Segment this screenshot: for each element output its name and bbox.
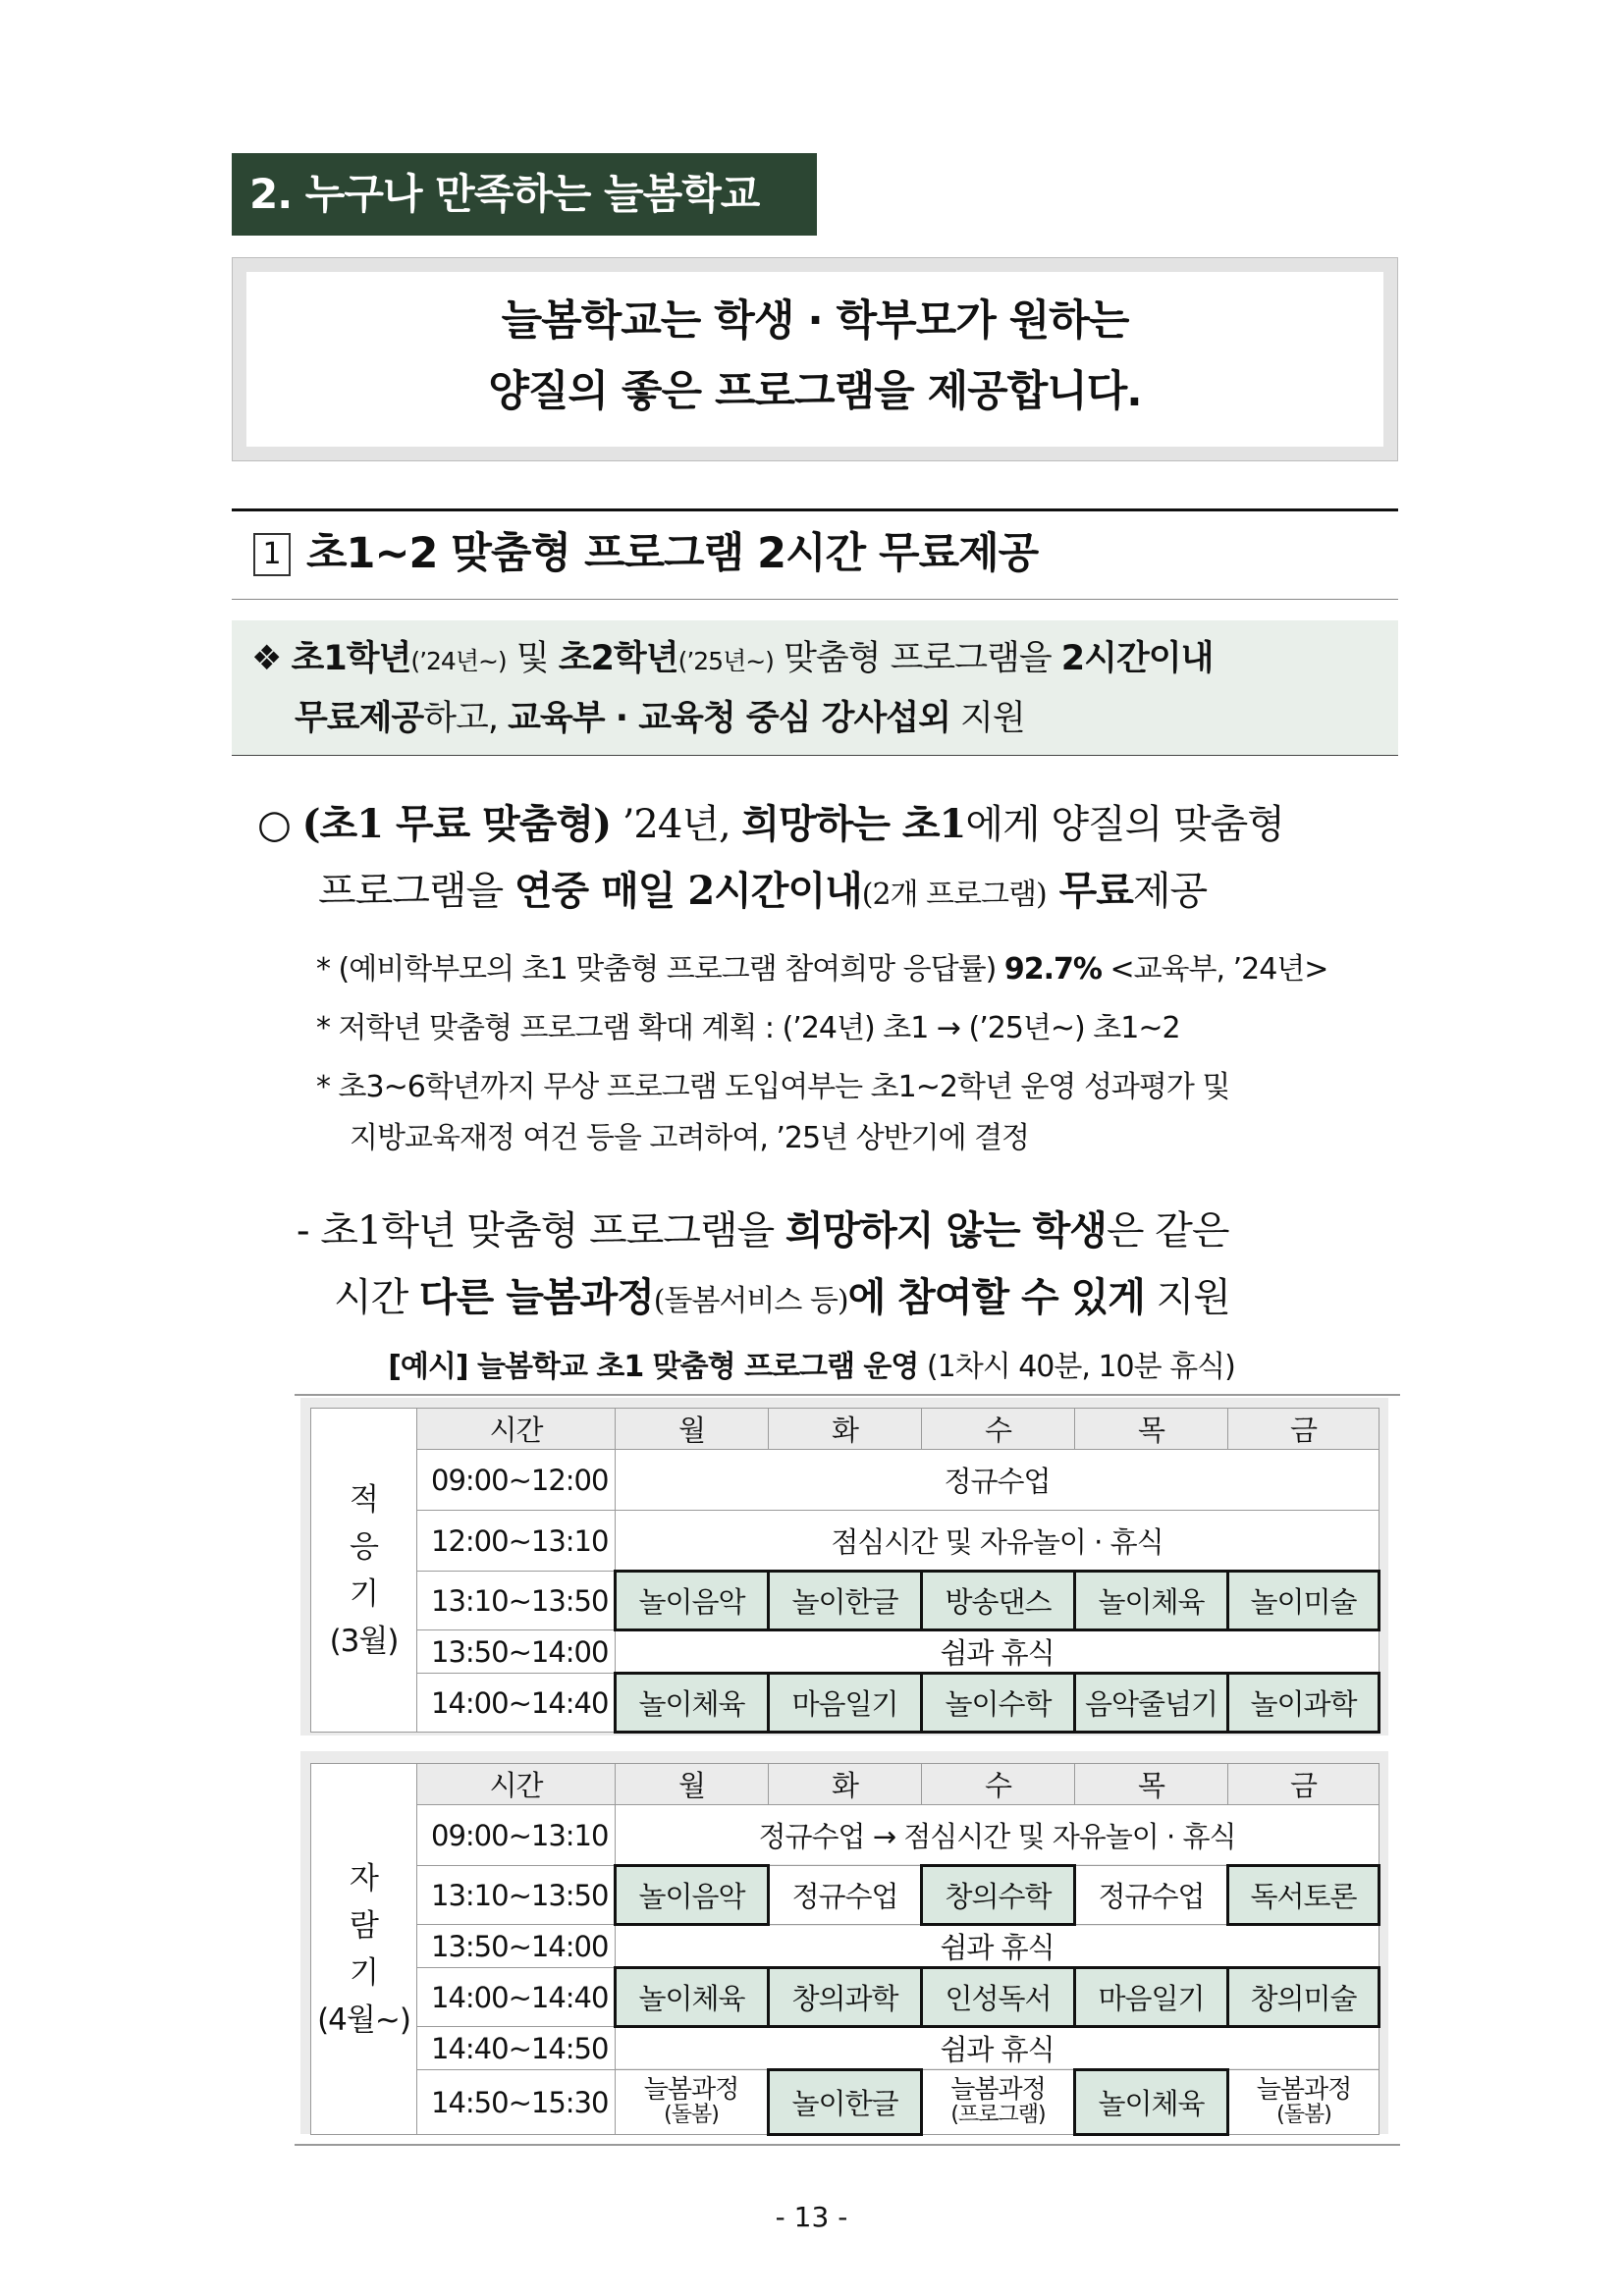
- table-caption: [0, 1345, 1623, 1390]
- table1-row3-fri: 놀이미술: [1228, 1572, 1380, 1630]
- table1-period-char-1: 적: [350, 1481, 378, 1518]
- summary-hours: 2시간이내: [1060, 639, 1214, 678]
- table1-row3-tue: 놀이한글: [769, 1572, 922, 1630]
- para2-care-service: (돌봄서비스 등): [653, 1284, 848, 1318]
- para2-students: 희망하지 않는 학생: [784, 1207, 1107, 1254]
- table2-row6-wed-type: (프로그램): [950, 2102, 1046, 2127]
- table1-row3-mon: 놀이음악: [616, 1572, 769, 1630]
- summary-instructors: 교육부 · 교육청 중심 강사섭외: [508, 699, 950, 738]
- table2-row3-break: 쉼과 휴식: [616, 1925, 1380, 1968]
- table1-header-tue: 화: [769, 1409, 922, 1450]
- para1-target: 희망하는 초1: [741, 801, 966, 847]
- circle-bullet-icon: ○: [257, 802, 291, 847]
- intro-line-1: 늘봄학교는 학생 · 학부모가 원하는: [501, 296, 1129, 346]
- table1-row3-wed: 방송댄스: [922, 1572, 1075, 1630]
- table1-row2-lunch: 점심시간 및 자유놀이 · 휴식: [616, 1511, 1380, 1572]
- subsection-top-rule: [232, 508, 1398, 511]
- table1-header-mon: 월: [616, 1409, 769, 1450]
- table1-row4-time: 13:50~14:00: [417, 1630, 616, 1674]
- para1-daily: 연중 매일 2시간이내: [514, 868, 862, 914]
- intro-box: [232, 257, 1398, 461]
- table2-row2-time: 13:10~13:50: [417, 1866, 616, 1925]
- table2-row2-fri: 독서토론: [1228, 1866, 1380, 1925]
- para1-line-1: [257, 791, 1284, 858]
- table2-row2-wed: 창의수학: [922, 1866, 1075, 1925]
- summary-free: 무료제공: [295, 699, 424, 738]
- table2-header-wed: 수: [922, 1764, 1075, 1805]
- table1-row1-regular: 정규수업: [616, 1450, 1380, 1511]
- table1-row5-time: 14:00~14:40: [417, 1674, 616, 1733]
- para1-free: 무료: [1046, 868, 1133, 914]
- table2-row4-tue: 창의과학: [769, 1968, 922, 2027]
- note-1: [316, 944, 1327, 995]
- table2-row4-fri: 창의미술: [1228, 1968, 1380, 2027]
- table2-header-fri: 금: [1228, 1764, 1380, 1805]
- table2-row6-mon-type: (돌봄): [664, 2102, 719, 2127]
- para2-time: 시간: [334, 1275, 419, 1320]
- subsection-bottom-rule: [232, 599, 1398, 600]
- para2-text-1: 초1학년 맞춤형 프로그램을: [308, 1208, 785, 1254]
- summary-and: 및: [506, 639, 559, 678]
- table1-row5-thu: 음악줄넘기: [1075, 1674, 1228, 1733]
- table2-period-char-1: 자: [350, 1860, 378, 1896]
- para2-participate: 에 참여할 수 있게: [847, 1274, 1145, 1320]
- table1-row2-time: 12:00~13:10: [417, 1511, 616, 1572]
- note-1-text: * (예비학부모의 초1 맞춤형 프로그램 참여희망 응답률): [316, 952, 1004, 987]
- table2-row6-fri: [1228, 2070, 1380, 2135]
- table2-row6-fri-type: (돌봄): [1276, 2102, 1331, 2127]
- summary-grade1: 초1학년: [291, 639, 411, 678]
- table2-row4-thu: 마음일기: [1075, 1968, 1228, 2027]
- table2-row6-tue: 놀이한글: [769, 2070, 922, 2135]
- intro-line-2: 양질의 좋은 프로그램을 제공합니다.: [488, 367, 1142, 416]
- para2-support: 지원: [1144, 1275, 1230, 1320]
- para2-other-course: 다른 늘봄과정: [419, 1274, 654, 1320]
- table2-row6-thu: 놀이체육: [1075, 2070, 1228, 2135]
- para1-text: 에게 양질의 맞춤형: [965, 802, 1284, 847]
- table2-period-char-3: 기: [350, 1954, 378, 1991]
- schedule-table-adaptation: [310, 1408, 1380, 1734]
- table2-row4-mon: 놀이체육: [616, 1968, 769, 2027]
- dash-bullet-icon: -: [297, 1208, 309, 1254]
- table1-row1-time: 09:00~12:00: [417, 1450, 616, 1511]
- table2-row5-time: 14:40~14:50: [417, 2027, 616, 2070]
- table1-header-fri: 금: [1228, 1409, 1380, 1450]
- para2-line-1: [297, 1198, 1229, 1264]
- table2-period-char-2: 람: [350, 1907, 378, 1944]
- para1-program: 프로그램을: [318, 869, 514, 914]
- table2-header-tue: 화: [769, 1764, 922, 1805]
- table2-header-time: 시간: [417, 1764, 616, 1805]
- table1-row5-wed: 놀이수학: [922, 1674, 1075, 1733]
- para1-provide: 제공: [1132, 869, 1208, 914]
- caption-title: [예시] 늘봄학교 초1 맞춤형 프로그램 운영: [388, 1350, 919, 1384]
- table1-header-wed: 수: [922, 1409, 1075, 1450]
- caption-rule: [295, 1394, 1400, 1396]
- table2-header-thu: 목: [1075, 1764, 1228, 1805]
- table1-row5-mon: 놀이체육: [616, 1674, 769, 1733]
- table2-row2-thu: 정규수업: [1075, 1866, 1228, 1925]
- summary-line-1: [251, 630, 1398, 690]
- para1-year: ’24년,: [611, 802, 742, 847]
- page-number: - 13 -: [775, 2201, 848, 2233]
- note-3-line-2: 지방교육재정 여건 등을 고려하여, ’25년 상반기에 결정: [350, 1121, 1030, 1155]
- table2-row6-fri-course: 늘봄과정: [1256, 2074, 1352, 2105]
- table2-row3-time: 13:50~14:00: [417, 1925, 616, 1968]
- summary-grade2-year: (’25년~): [677, 647, 774, 675]
- table1-period-char-2: 응: [350, 1528, 378, 1565]
- note-1-source: <교육부, ’24년>: [1101, 952, 1328, 987]
- table1-header-thu: 목: [1075, 1409, 1228, 1450]
- summary-line-2: [251, 690, 1398, 747]
- table2-row2-tue: 정규수업: [769, 1866, 922, 1925]
- table1-row3-time: 13:10~13:50: [417, 1572, 616, 1630]
- table2-period-month: (4월~): [317, 2002, 410, 2038]
- subsection-number: 1: [253, 533, 291, 576]
- summary-support: 지원: [949, 699, 1025, 738]
- para1-line-2: [318, 858, 1207, 929]
- table1-row4-break: 쉼과 휴식: [616, 1630, 1380, 1674]
- table2-row4-wed: 인성독서: [922, 1968, 1075, 2027]
- table2-row2-mon: 놀이음악: [616, 1866, 769, 1925]
- caption-note: (1차시 40분, 10분 휴식): [918, 1350, 1235, 1384]
- subsection-title: 초1~2 맞춤형 프로그램 2시간 무료제공: [306, 529, 1039, 578]
- para2-line-2: [334, 1264, 1230, 1335]
- para1-two-programs: (2개 프로그램): [861, 878, 1047, 912]
- section-title: 2. 누구나 만족하는 늘봄학교: [232, 153, 817, 236]
- table2-row4-time: 14:00~14:40: [417, 1968, 616, 2027]
- table2-header-mon: 월: [616, 1764, 769, 1805]
- table1-period-char-3: 기: [350, 1575, 378, 1612]
- para2-text-2: 은 같은: [1106, 1208, 1229, 1254]
- note-2: * 저학년 맞춤형 프로그램 확대 계획 : (’24년) 초1 → (’25년~) 초1~2: [316, 1011, 1180, 1045]
- summary-and-2: 하고,: [423, 699, 509, 738]
- table2-row1-time: 09:00~13:10: [417, 1805, 616, 1866]
- intro-text: [246, 272, 1383, 447]
- table1-period-cell: [311, 1409, 417, 1733]
- table2-row6-wed: [922, 2070, 1075, 2135]
- note-1-rate: 92.7%: [1003, 952, 1102, 987]
- table1-row5-fri: 놀이과학: [1228, 1674, 1380, 1733]
- note-3-line-1: * 초3~6학년까지 무상 프로그램 도입여부는 초1~2학년 운영 성과평가 및: [316, 1070, 1230, 1104]
- table-end-rule: [295, 2144, 1400, 2146]
- summary-box: [232, 620, 1398, 756]
- table2-row5-break: 쉼과 휴식: [616, 2027, 1380, 2070]
- table2-row6-wed-course: 늘봄과정: [950, 2074, 1046, 2105]
- summary-grade2: 초2학년: [558, 639, 678, 678]
- table2-row1-regular-lunch: 정규수업 → 점심시간 및 자유놀이 · 휴식: [616, 1805, 1380, 1866]
- table2-row6-mon-course: 늘봄과정: [643, 2074, 739, 2105]
- table1-row5-tue: 마음일기: [769, 1674, 922, 1733]
- summary-program: 맞춤형 프로그램을: [773, 639, 1061, 678]
- table1-period-month: (3월): [329, 1623, 399, 1659]
- table1-row3-thu: 놀이체육: [1075, 1572, 1228, 1630]
- summary-grade1-year: (’24년~): [410, 647, 507, 675]
- diamond-bullet-icon: ❖: [251, 639, 282, 678]
- para1-heading: (초1 무료 맞춤형): [301, 801, 611, 847]
- table1-header-time: 시간: [417, 1409, 616, 1450]
- schedule-table-growth: [310, 1763, 1380, 2136]
- table2-row6-mon: [616, 2070, 769, 2135]
- table2-period-cell: [311, 1764, 417, 2135]
- table2-row6-time: 14:50~15:30: [417, 2070, 616, 2135]
